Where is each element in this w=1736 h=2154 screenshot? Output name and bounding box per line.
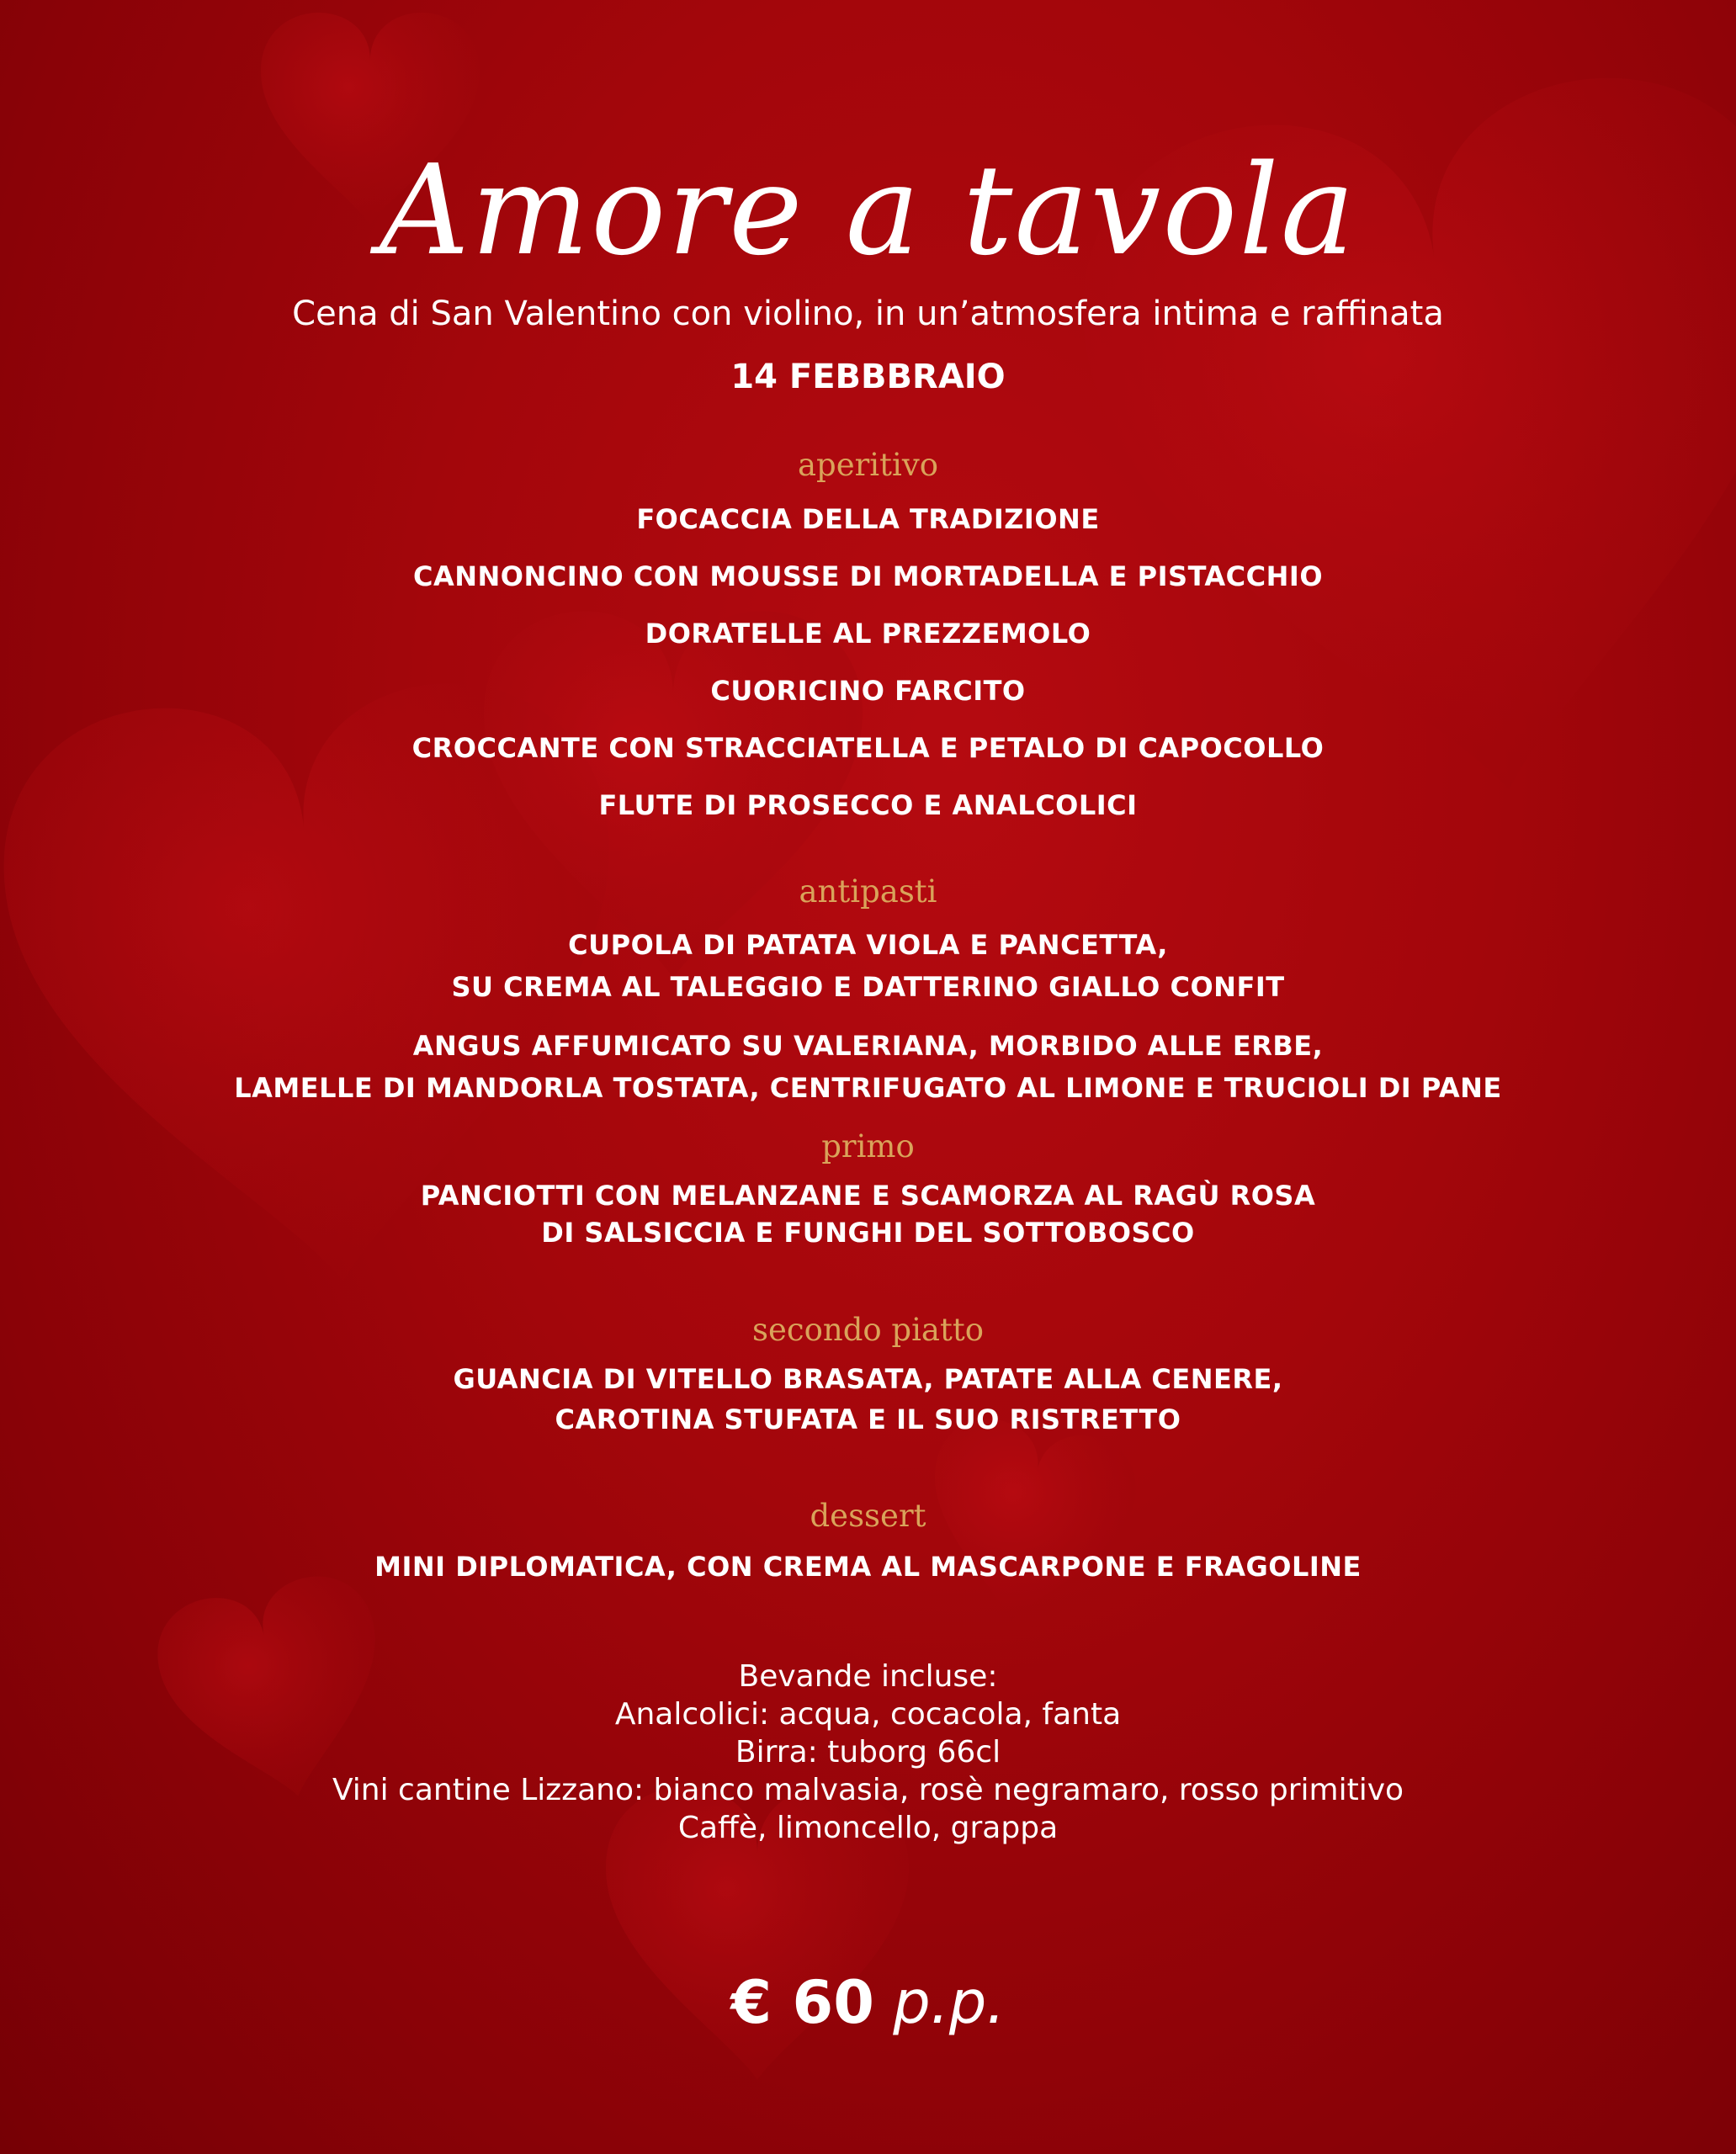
drinks-line: Vini cantine Lizzano: bianco malvasia, rosè negramaro, rosso primitivo: [332, 1773, 1404, 1807]
dish-item: DORATELLE AL PREZZEMOLO: [645, 618, 1091, 650]
dish-item: CANNONCINO CON MOUSSE DI MORTADELLA E PISTACCHIO: [412, 560, 1324, 592]
section-title-dessert: dessert: [810, 1498, 926, 1534]
dish-line: ANGUS AFFUMICATO SU VALERIANA, MORBIDO ALLE ERBE,: [412, 1030, 1324, 1062]
section-aperitivo: [0, 443, 1736, 824]
price-unit: p.p.: [893, 1968, 1006, 2037]
drinks-line: Birra: tuborg 66cl: [735, 1735, 1001, 1769]
dish-item: FLUTE DI PROSECCO E ANALCOLICI: [598, 789, 1138, 821]
drinks-list: [0, 1658, 1736, 1847]
section-primo: [0, 1125, 1736, 1251]
dish-line: DI SALSICCIA E FUNGHI DEL SOTTOBOSCO: [541, 1217, 1195, 1249]
section-title-aperitivo: aperitivo: [797, 447, 939, 483]
dish-item: CROCCANTE CON STRACCIATELLA E PETALO DI CAPOCOLLO: [411, 732, 1325, 764]
drinks-line: Analcolici: acqua, cocacola, fanta: [614, 1697, 1122, 1732]
dish-line: GUANCIA DI VITELLO BRASATA, PATATE ALLA CENERE,: [453, 1363, 1283, 1395]
dish-line: PANCIOTTI CON MELANZANE E SCAMORZA AL RAGÙ ROSA: [420, 1180, 1316, 1212]
dish-item: FOCACCIA DELLA TRADIZIONE: [636, 503, 1100, 535]
dish-line: SU CREMA AL TALEGGIO E DATTERINO GIALLO CONFIT: [451, 971, 1285, 1003]
dish-line: LAMELLE DI MANDORLA TOSTATA, CENTRIFUGATO AL LIMONE E TRUCIOLI DI PANE: [234, 1072, 1502, 1104]
section-dessert: [0, 1494, 1736, 1587]
dish-item: CUORICINO FARCITO: [710, 675, 1026, 707]
event-date: 14 FEBBBRAIO: [730, 358, 1006, 396]
drinks-line: Caffè, limoncello, grappa: [677, 1811, 1059, 1845]
page-subtitle: Cena di San Valentino con violino, in un’atmosfera intima e raffinata: [292, 294, 1444, 333]
drinks-line: Bevande incluse:: [738, 1659, 998, 1694]
price: [0, 1965, 1736, 2040]
dish-line: MINI DIPLOMATICA, CON CREMA AL MASCARPONE E FRAGOLINE: [374, 1551, 1362, 1583]
dish-line: CAROTINA STUFATA E IL SUO RISTRETTO: [555, 1403, 1181, 1435]
section-title-primo: primo: [821, 1128, 915, 1165]
price-amount: € 60: [730, 1968, 874, 2037]
section-title-antipasti: antipasti: [799, 873, 937, 910]
section-title-secondo: secondo piatto: [751, 1312, 985, 1348]
section-secondo: [0, 1308, 1736, 1440]
dish-line: CUPOLA DI PATATA VIOLA E PANCETTA,: [568, 929, 1168, 961]
section-antipasti: [0, 870, 1736, 1109]
page-title: Amore a tavola: [380, 138, 1356, 283]
